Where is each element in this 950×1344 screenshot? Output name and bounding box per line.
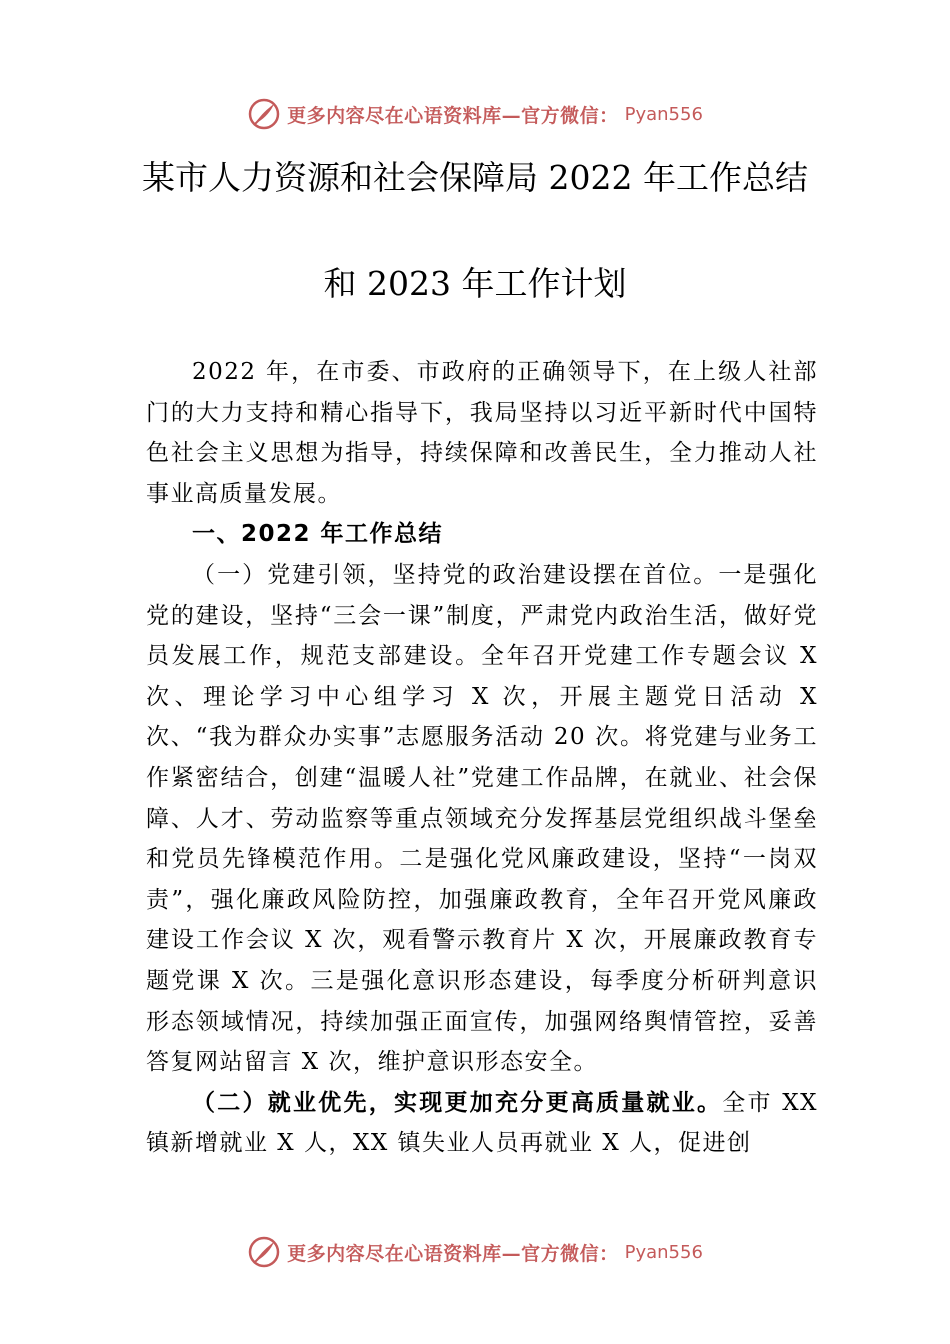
document-title-line1: 某市人力资源和社会保障局 2022 年工作总结 [142, 158, 808, 197]
section1-heading: 一、2022 年工作总结 [192, 521, 444, 548]
document-title-line2: 和 2023 年工作计划 [323, 264, 627, 303]
subsection2-body: 全市 XX 镇新增就业 X 人，XX 镇失业人员再就业 X 人，促进创 [146, 1089, 819, 1157]
subsection1-paragraph [146, 555, 818, 1083]
banner-wechat-id: Pyan556 [624, 103, 703, 125]
feather-pen-logo-icon [247, 97, 281, 131]
subsection1-body: 一是强化党的建设，坚持“三会一课”制度，严肃党内政治生活，做好党员发展工作，规范支部建设。全年召开党建工作专题会议 X 次、理论学习中心组学习 X 次，开展主题党日活动 X 次、“我为群众办实事”志愿服务活动 20 次。将党建与业务工作紧密结合，创建“温暖人社”党建工作品牌，在就业、社会保障、人才、劳动监察等重点领域充分发挥基层党组织战斗堡垒和党员先锋模范作用。二是强化党风廉政建设，坚持“一岗双责”，强化廉政风险防控，加强廉政教育，全年召开党风廉政建设工作会议 X 次，观看警示教育片 X 次，开展廉政教育专题党课 X 次。三是强化意识形态建设，每季度分析研判意识形态领域情况，持续加强正面宣传，加强网络舆情管控，妥善答复网站留言 X 次，维护意识形态安全。 [146, 561, 818, 1076]
document-body [146, 352, 818, 1164]
footer-watermark-banner [0, 1232, 950, 1272]
header-watermark-banner [0, 94, 950, 134]
subsection1-lead: （一）党建引领，坚持党的政治建设摆在首位。 [192, 561, 719, 588]
banner-text: 更多内容尽在心语资料库—官方微信： [287, 1242, 619, 1265]
banner-text: 更多内容尽在心语资料库—官方微信： [287, 104, 619, 127]
subsection2-lead: （二）就业优先，实现更加充分更高质量就业。 [192, 1088, 723, 1116]
feather-pen-logo-icon [247, 1235, 281, 1269]
banner-wechat-id: Pyan556 [624, 1241, 703, 1263]
subsection2-paragraph [146, 1083, 818, 1164]
intro-paragraph: 2022 年，在市委、市政府的正确领导下，在上级人社部门的大力支持和精心指导下，我局坚持以习近平新时代中国特色社会主义思想为指导，持续保障和改善民生，全力推动人社事业高质量发展。 [146, 359, 818, 507]
